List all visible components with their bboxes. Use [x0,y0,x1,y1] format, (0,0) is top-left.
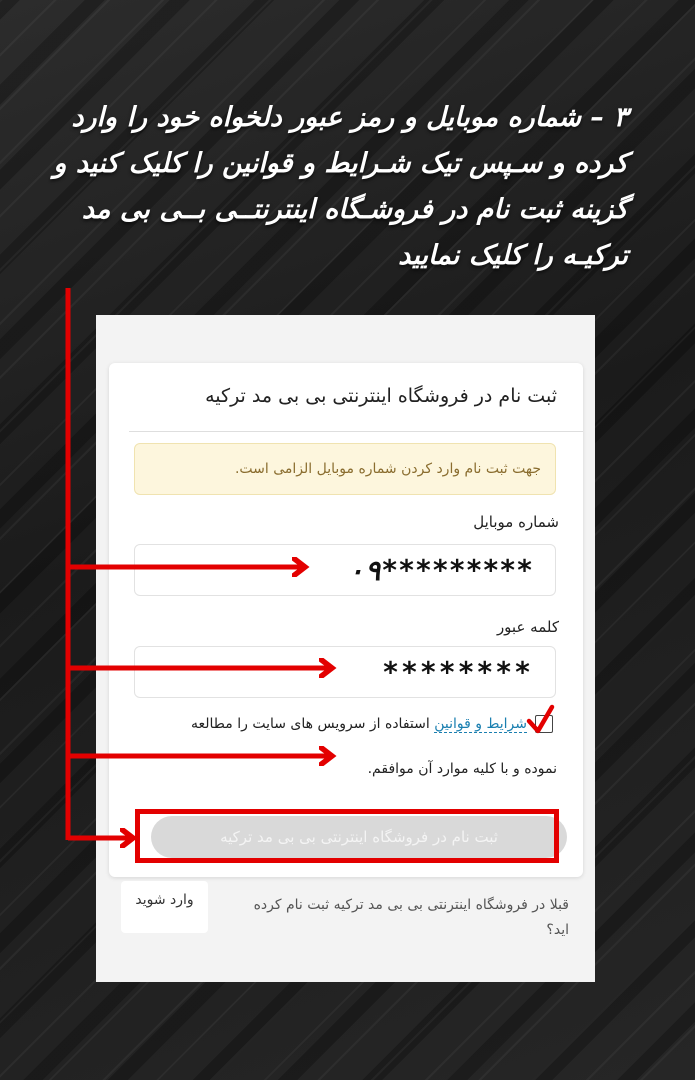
login-button[interactable]: وارد شوید [121,881,208,933]
required-mobile-alert: جهت ثبت نام وارد کردن شماره موبایل الزامی است. [134,443,556,495]
terms-text [191,716,527,732]
already-registered-text: قبلا در فروشگاه اینترنتی بی بی مد ترکیه ثبت نام کرده اید؟ [253,897,569,938]
terms-link[interactable]: شرایط و قوانین [434,716,527,732]
register-highlight-frame [135,809,559,863]
instruction-text: ۳ – شماره موبایل و رمز عبور دلخواه خود را وارد کرده و سـپس تیک شـرایط و قوانین را کلیک کنید و گزینه ثبت نام در فروشـگاه اینترنتــی بــی بی مد ترکیـه را کلیک نمایید [53,102,628,271]
mobile-label: شماره موبایل [473,513,559,531]
registration-card [109,363,583,877]
card-title: ثبت نام در فروشگاه اینترنتی بی بی مد ترکیه [205,385,557,407]
registration-screenshot [96,315,595,982]
terms-text-part1: استفاده از سرویس های سایت را مطالعه [191,716,430,732]
terms-checkbox[interactable] [535,715,553,733]
divider [129,431,583,432]
password-input[interactable]: ******** [134,646,556,698]
register-button[interactable]: ثبت نام در فروشگاه اینترنتی بی بی مد ترکیه [151,816,567,858]
terms-text-part2: نموده و با کلیه موارد آن موافقم. [367,761,557,777]
mobile-input[interactable]: ۰۹********* [134,544,556,596]
password-label: کلمه عبور [496,618,559,636]
